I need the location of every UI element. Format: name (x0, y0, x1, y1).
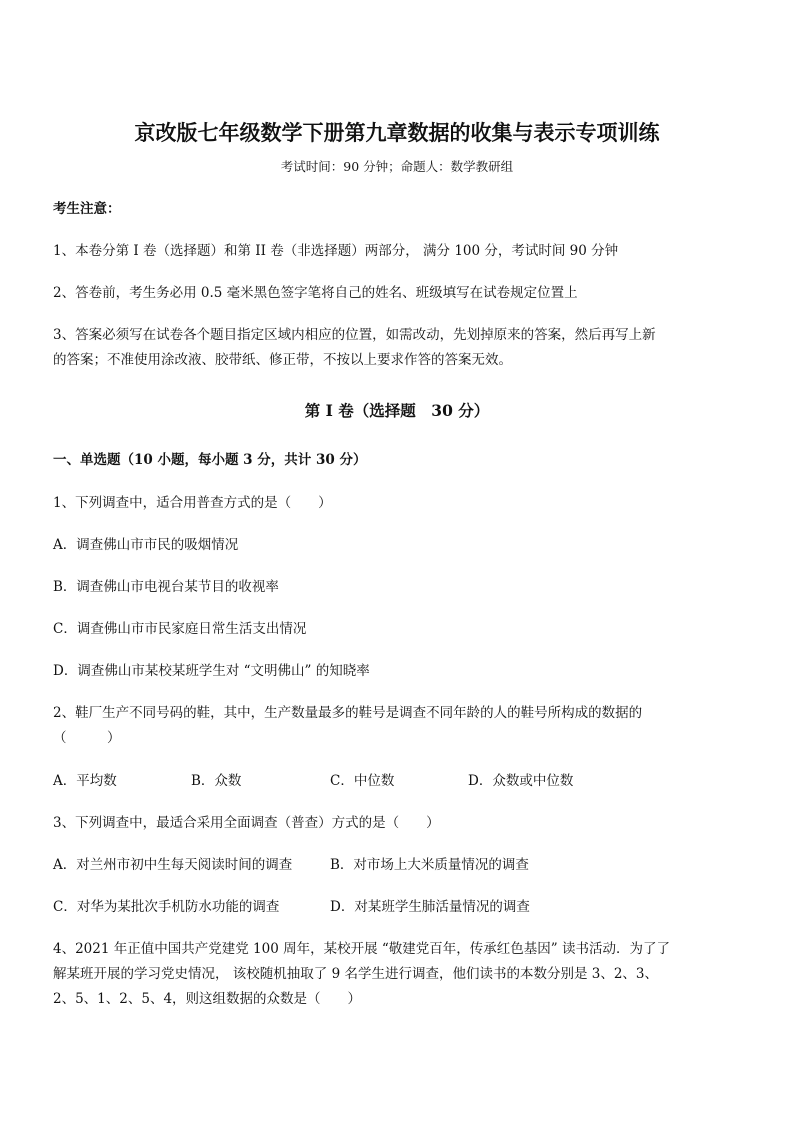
question-2-option-d: D．众数或中位数 (468, 773, 574, 789)
question-1-option-a: A．调查佛山市市民的吸烟情况 (53, 537, 239, 553)
question-3-option-d: D．对某班学生肺活量情况的调查 (330, 899, 530, 915)
question-2-option-a: A．平均数 (53, 773, 117, 789)
part-heading: 一、单选题（10 小题，每小题 3 分，共计 30 分） (53, 452, 367, 468)
question-3-stem: 3、下列调查中，最适合采用全面调查（普查）方式的是（ ） (53, 815, 440, 831)
notice-item-1: 1、本卷分第 I 卷（选择题）和第 II 卷（非选择题）两部分， 满分 100 分，考试时间 90 分钟 (53, 243, 619, 259)
question-1-stem: 1、下列调查中，适合用普查方式的是（ ） (53, 495, 332, 511)
question-1-option-c: C．调查佛山市市民家庭日常生活支出情况 (53, 621, 307, 637)
question-2-option-b: B．众数 (191, 773, 242, 789)
notice-item-3-line-1: 3、答案必须写在试卷各个题目指定区域内相应的位置，如需改动，先划掉原来的答案，然后再写上新 (53, 327, 656, 343)
question-2-stem-line-2: （ ） (53, 730, 121, 746)
question-2-stem-line-1: 2、鞋厂生产不同号码的鞋，其中，生产数量最多的鞋号是调查不同年龄的人的鞋号所构成的数据的 (53, 705, 643, 721)
question-4-stem-line-1: 4、2021 年正值中国共产党建党 100 周年，某校开展 “敬建党百年，传承红色基因” 读书活动．为了了 (53, 941, 670, 957)
question-3-option-b: B．对市场上大米质量情况的调查 (330, 857, 529, 873)
exam-title: 京改版七年级数学下册第九章数据的收集与表示专项训练 (134, 120, 660, 145)
question-3-option-c: C．对华为某批次手机防水功能的调查 (53, 899, 280, 915)
question-4-stem-line-3: 2、5、1、2、5、4，则这组数据的众数是（ ） (53, 991, 362, 1007)
notice-heading: 考生注意： (53, 201, 121, 217)
question-1-option-d: D．调查佛山市某校某班学生对 “文明佛山” 的知晓率 (53, 663, 370, 679)
notice-item-2: 2、答卷前，考生务必用 0.5 毫米黑色签字笔将自己的姓名、班级填写在试卷规定位置上 (53, 285, 578, 301)
question-4-stem-line-2: 解某班开展的学习党史情况， 该校随机抽取了 9 名学生进行调查，他们读书的本数分别是 3、2、3、 (53, 966, 659, 982)
question-2-option-c: C．中位数 (330, 773, 395, 789)
section-title: 第 I 卷（选择题 30 分） (304, 401, 490, 420)
question-3-option-a: A．对兰州市初中生每天阅读时间的调查 (53, 857, 293, 873)
notice-item-3-line-2: 的答案；不准使用涂改液、胶带纸、修正带，不按以上要求作答的答案无效。 (53, 352, 512, 368)
question-1-option-b: B．调查佛山市电视台某节目的收视率 (53, 579, 279, 595)
exam-subtitle: 考试时间：90 分钟；命题人：数学教研组 (280, 159, 514, 174)
